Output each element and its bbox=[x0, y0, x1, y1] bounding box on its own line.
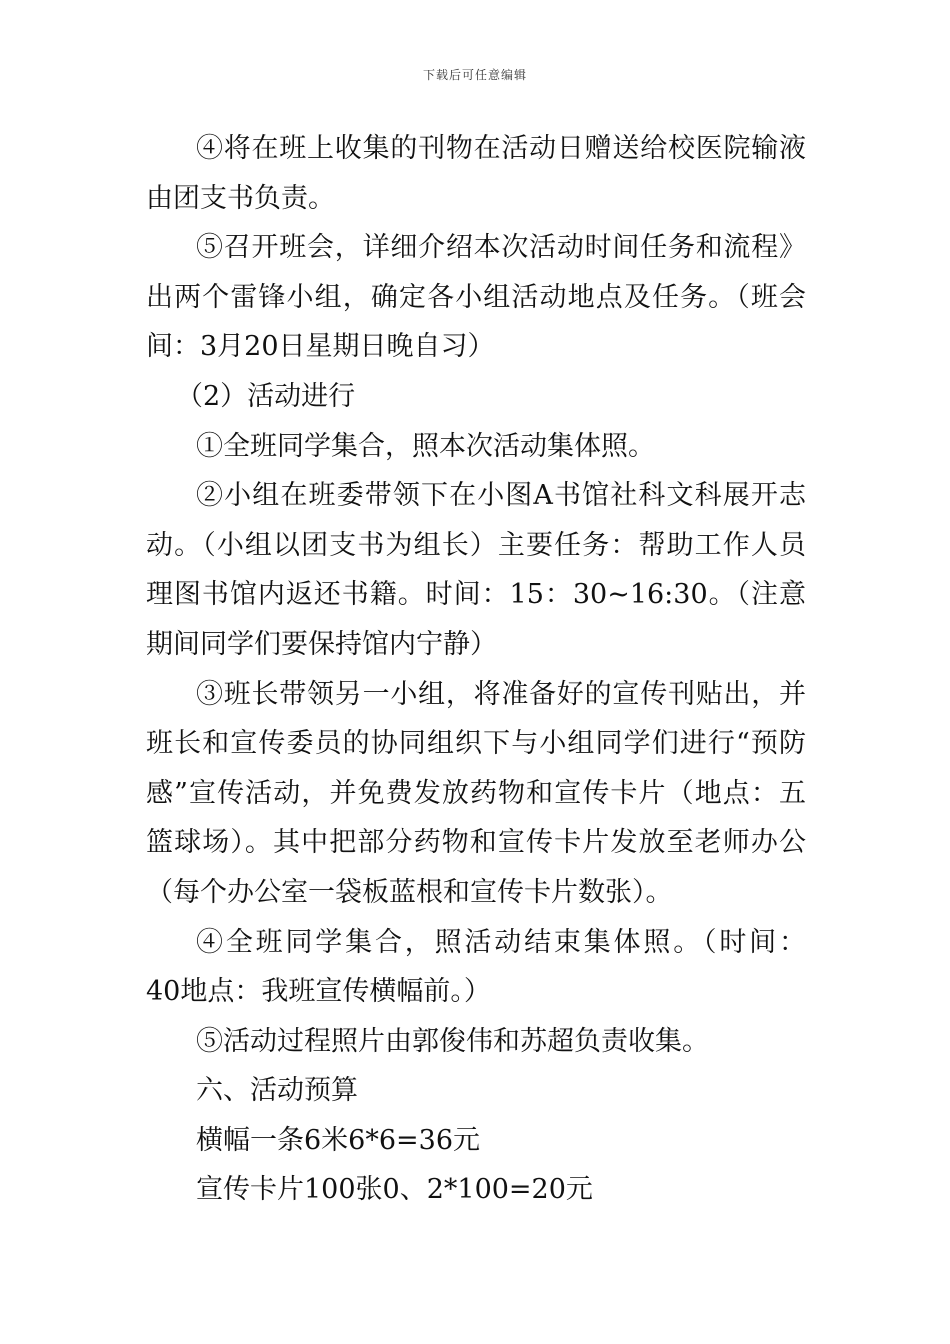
paragraph-line: ⑤召开班会，详细介绍本次活动时间任务和流程》 bbox=[196, 232, 806, 264]
paragraph-line: 40地点：我班宣传横幅前。） bbox=[146, 976, 491, 1008]
paragraph-line: 出两个雷锋小组，确定各小组活动地点及任务。（班会 bbox=[146, 281, 806, 313]
paragraph-line: 感”宣传活动，并免费发放药物和宣传卡片（地点：五 bbox=[146, 777, 806, 809]
paragraph-line: 篮球场）。其中把部分药物和宣传卡片发放至老师办公 bbox=[146, 827, 806, 859]
paragraph-line: ①全班同学集合，照本次活动集体照。 bbox=[196, 430, 655, 462]
section-subheading: （2）活动进行 bbox=[176, 380, 356, 412]
paragraph-line: ②小组在班委带领下在小图A书馆社科文科展开志 bbox=[196, 480, 806, 512]
page-header: 下载后可任意编辑 bbox=[422, 68, 527, 82]
paragraph-line: 间：3月20日星期日晚自习） bbox=[146, 331, 495, 363]
paragraph-line: ④全班同学集合，照活动结束集体照。（时间： bbox=[196, 926, 806, 958]
document-body bbox=[146, 124, 806, 1215]
paragraph-line: 班长和宣传委员的协同组织下与小组同学们进行“预防 bbox=[146, 728, 806, 760]
budget-item: 宣传卡片100张0、2*100=20元 bbox=[196, 1174, 593, 1206]
paragraph-line: ⑤活动过程照片由郭俊伟和苏超负责收集。 bbox=[196, 1025, 709, 1057]
paragraph-line: 动。（小组以团支书为组长）主要任务：帮助工作人员 bbox=[146, 529, 806, 561]
paragraph-line: 期间同学们要保持馆内宁静） bbox=[146, 628, 497, 660]
budget-item: 横幅一条6米6*6=36元 bbox=[196, 1124, 481, 1156]
paragraph-line: ③班长带领另一小组，将准备好的宣传刊贴出，并 bbox=[196, 678, 806, 710]
section-heading: 六、活动预算 bbox=[196, 1075, 358, 1107]
paragraph-line: （每个办公室一袋板蓝根和宣传卡片数张）。 bbox=[146, 876, 673, 908]
paragraph-line: 由团支书负责。 bbox=[146, 182, 335, 214]
paragraph-line: ④将在班上收集的刊物在活动日赠送给校医院输液 bbox=[196, 133, 806, 164]
paragraph-line: 理图书馆内返还书籍。时间：15：30~16:30。（注意 bbox=[146, 579, 806, 611]
